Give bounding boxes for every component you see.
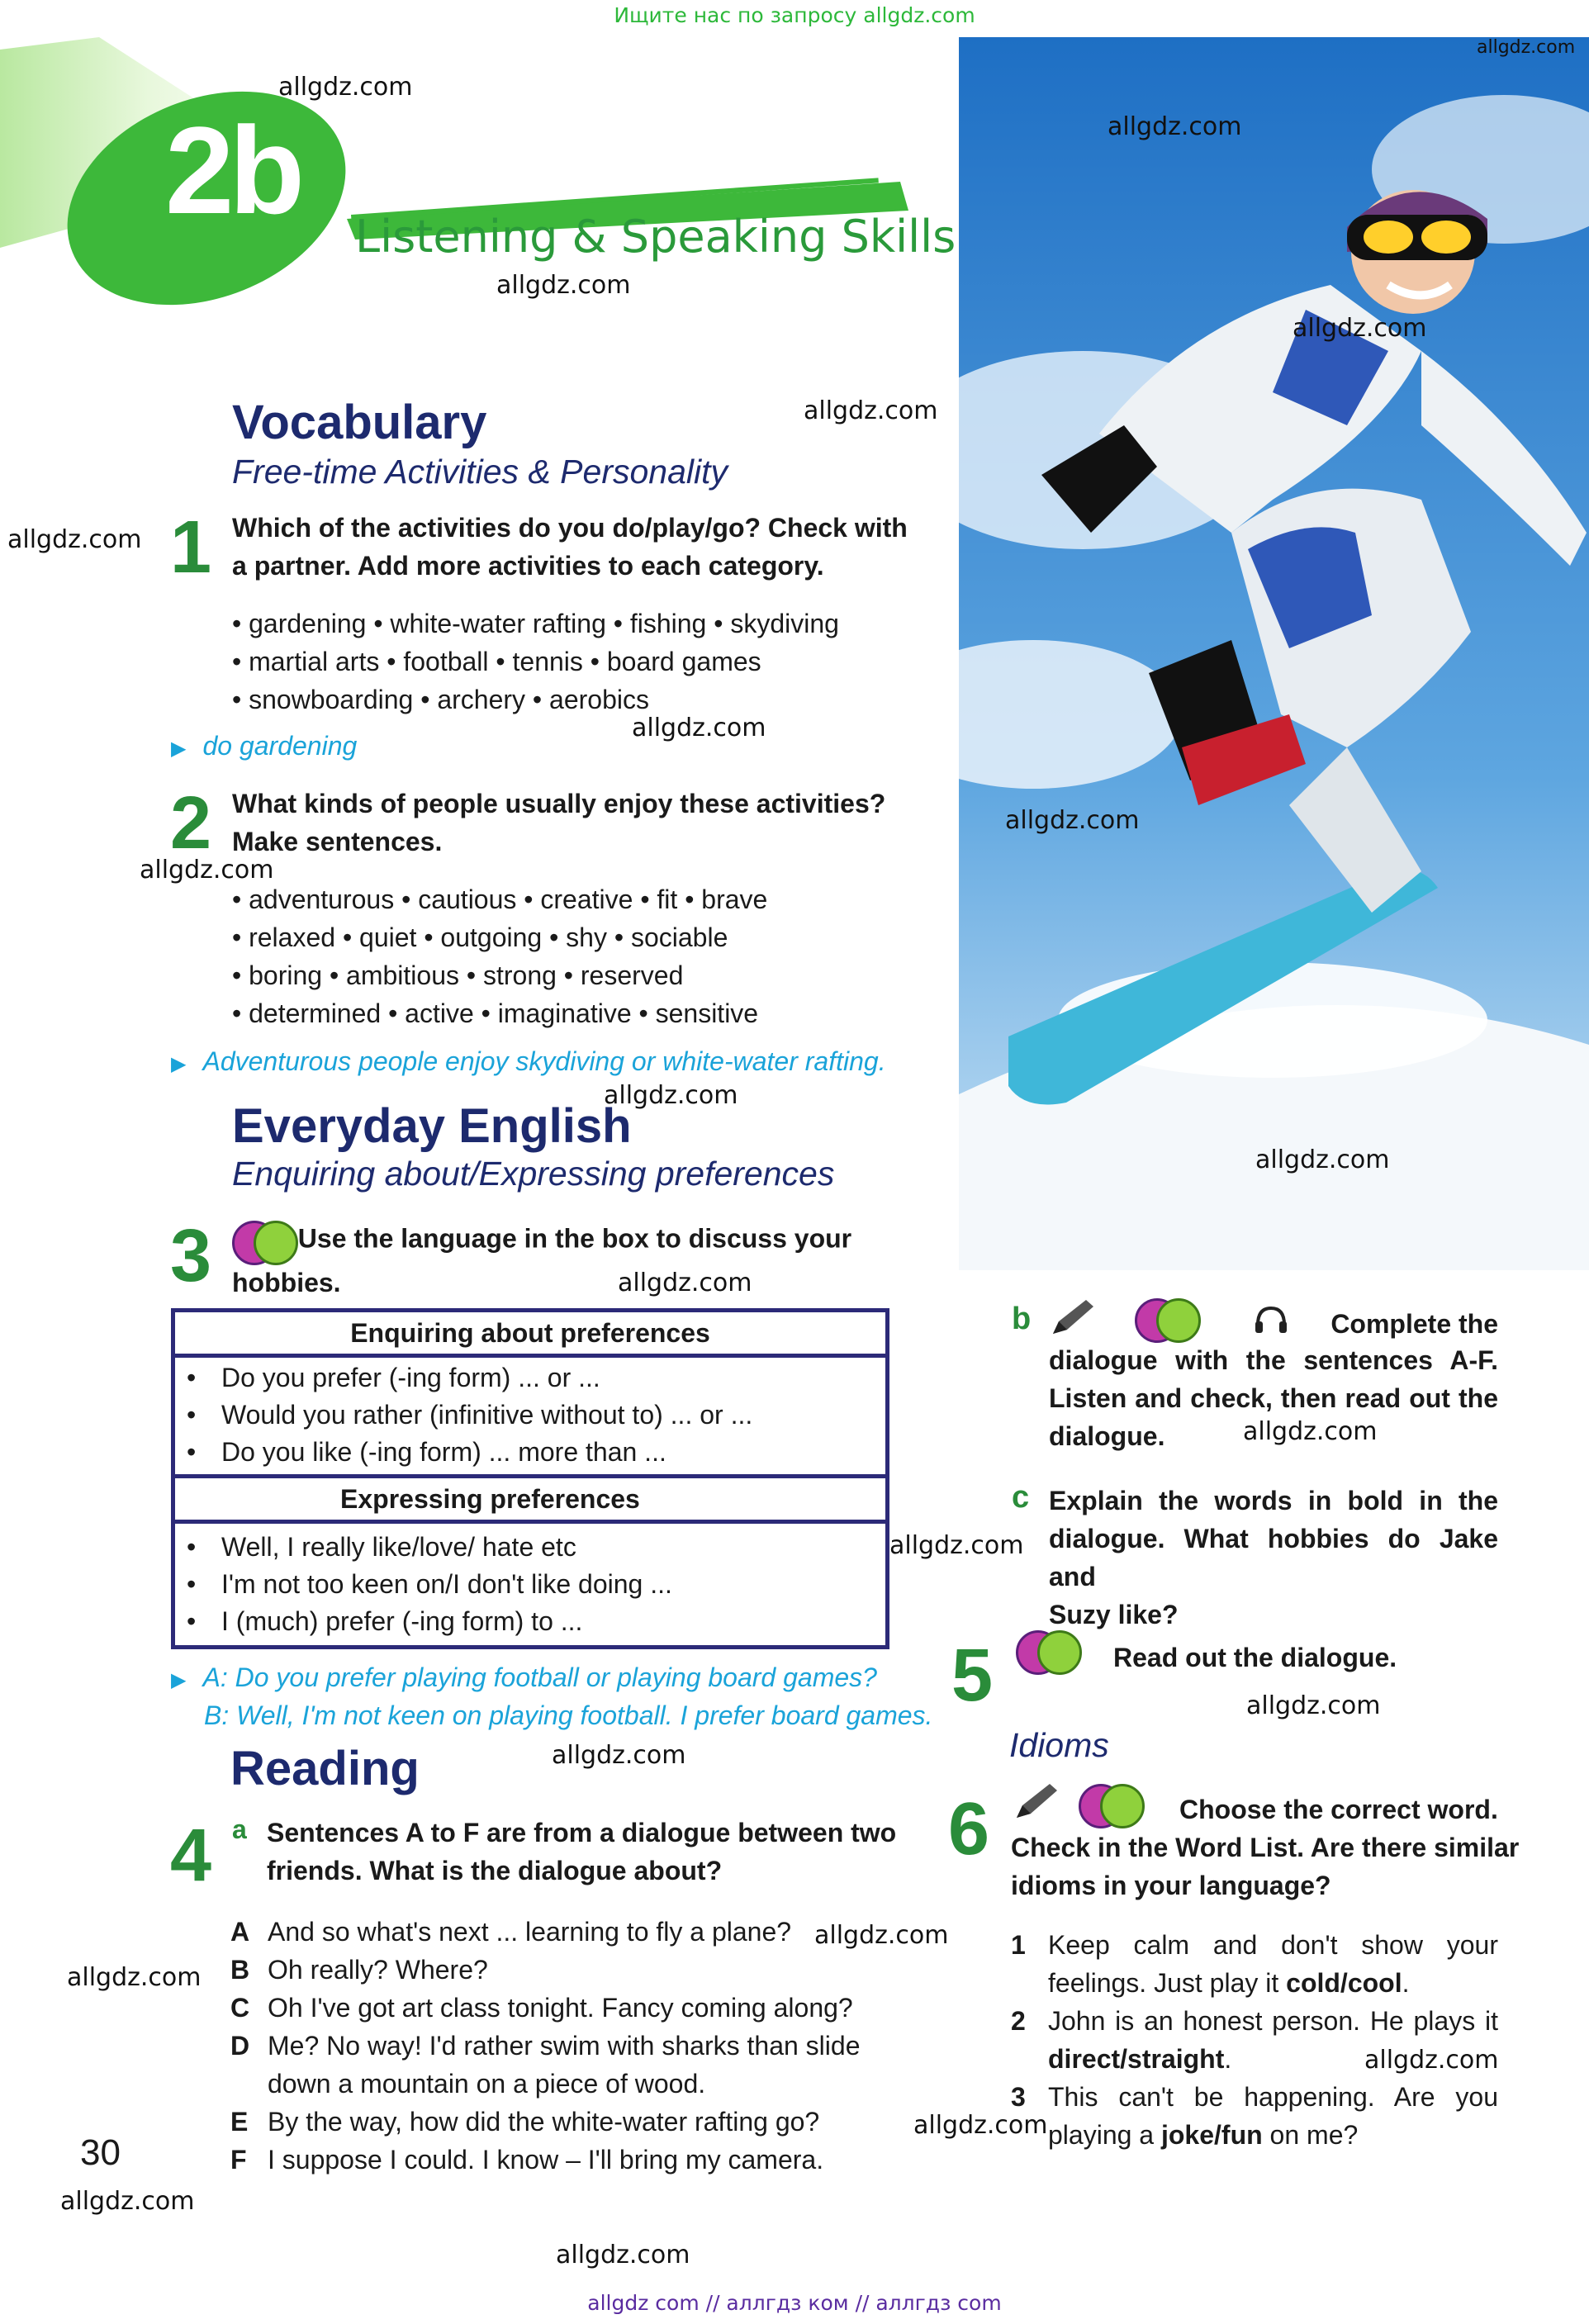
list-item: • Do you like (-ing form) ... more than ...	[187, 1437, 666, 1467]
task1-activities	[232, 605, 839, 719]
everyday-english-heading: Everyday English	[232, 1099, 632, 1153]
banner-swoosh-graphic	[0, 33, 925, 363]
watermark: allgdz.com	[913, 2111, 1048, 2140]
example-text: Adventurous people enjoy skydiving or white-water rafting.	[202, 1046, 886, 1076]
list-item-continuation: playing a joke/fun on me?	[1048, 2120, 1359, 2150]
instruction-line: Suzy like?	[1049, 1600, 1179, 1629]
sentence-row: C Oh I've got art class tonight. Fancy coming along?	[230, 1993, 853, 2023]
sentence-row: D Me? No way! I'd rather swim with sharks than slide	[230, 2031, 861, 2061]
writing-pencil-icon	[1013, 1781, 1062, 1826]
word-list-line: • determined • active • imaginative • sensitive	[232, 998, 759, 1028]
writing-pencil-icon	[1049, 1297, 1098, 1342]
instruction-line: dialogue with the sentences A-F.	[1049, 1345, 1498, 1375]
watermark: allgdz.com	[496, 271, 631, 300]
watermark: allgdz.com	[1243, 1417, 1378, 1446]
watermark: allgdz.com	[1005, 806, 1140, 835]
bottom-notice[interactable]: allgdz com // аллгдз ком // аллгдз com	[587, 2291, 1002, 2315]
instruction-line: a partner. Add more activities to each category.	[232, 551, 824, 581]
instruction-line: friends. What is the dialogue about?	[267, 1856, 723, 1885]
watermark: allgdz.com	[889, 1531, 1024, 1560]
task-number: 3	[170, 1215, 212, 1297]
watermark: allgdz.com	[1364, 2046, 1499, 2075]
watermark: allgdz.com	[1477, 37, 1576, 58]
task4b-instruction-line1: Complete the	[1330, 1309, 1498, 1339]
pair-work-icon	[232, 1217, 283, 1264]
enquiring-title: Enquiring about preferences	[175, 1312, 885, 1358]
unit-number: 2b	[165, 101, 301, 240]
headphones-icon	[1253, 1303, 1289, 1340]
watermark: allgdz.com	[1293, 314, 1427, 343]
instruction-line: Make sentences.	[232, 827, 443, 856]
task4b-instruction	[1049, 1341, 1498, 1455]
task4-instruction	[267, 1814, 896, 1890]
watermark: allgdz.com	[804, 396, 938, 425]
instruction-line: dialogue.	[1049, 1421, 1165, 1451]
sentence-row: B Oh really? Where?	[230, 1955, 488, 1985]
instruction-line: Explain the words in bold in the	[1049, 1486, 1498, 1515]
idioms-heading: Idioms	[1009, 1726, 1109, 1764]
sentence-row: A And so what's next ... learning to fly a plane?	[230, 1917, 792, 1947]
watermark: allgdz.com	[1255, 1145, 1390, 1174]
expressing-title: Expressing preferences	[175, 1474, 885, 1524]
snowboarder-photo	[959, 37, 1589, 1270]
instruction-line: Check in the Word List. Are there similar	[1011, 1833, 1520, 1862]
watermark: allgdz.com	[67, 1963, 202, 1992]
play-arrow-icon: ▶	[171, 738, 187, 760]
pair-work-icon	[1135, 1295, 1186, 1341]
instruction-line: Which of the activities do you do/play/go? Check with	[232, 513, 908, 543]
everyday-english-subheading: Enquiring about/Expressing preferences	[232, 1155, 835, 1193]
list-item: • Do you prefer (-ing form) ... or ...	[187, 1363, 600, 1392]
task1-example	[171, 727, 357, 768]
watermark: allgdz.com	[814, 1921, 949, 1950]
instruction-line: Sentences A to F are from a dialogue between two	[267, 1818, 897, 1847]
sentence-row: E By the way, how did the white-water rafting go?	[230, 2107, 820, 2137]
list-item: • Well, I really like/love/ hate etc	[187, 1532, 576, 1562]
example-text: do gardening	[202, 731, 358, 761]
word-list-line: • adventurous • cautious • creative • fit • brave	[232, 885, 768, 914]
pair-work-icon	[1016, 1627, 1067, 1673]
vocabulary-subheading: Free-time Activities & Personality	[232, 453, 728, 491]
play-arrow-icon: ▶	[171, 1053, 187, 1075]
top-notice[interactable]: Ищите нас по запросу allgdz.com	[614, 3, 975, 27]
watermark: allgdz.com	[7, 525, 142, 554]
task2-example	[171, 1042, 886, 1084]
watermark: allgdz.com	[1246, 1691, 1381, 1720]
word-list-line: • martial arts • football • tennis • board games	[232, 647, 761, 676]
list-item: • I (much) prefer (-ing form) to ...	[187, 1606, 583, 1636]
expressing-list	[175, 1524, 885, 1645]
pair-work-icon	[1079, 1781, 1130, 1827]
word-list-line: • snowboarding • archery • aerobics	[232, 685, 649, 714]
watermark: allgdz.com	[140, 856, 274, 885]
dialogue-sentences	[230, 1913, 860, 2179]
sentence-row: down a mountain on a piece of wood.	[268, 2069, 706, 2099]
task-number: 1	[170, 506, 212, 589]
page-number: 30	[80, 2132, 121, 2173]
reading-heading: Reading	[230, 1742, 420, 1795]
list-item-continuation: feelings. Just play it cold/cool.	[1048, 1968, 1410, 1998]
list-item: • I'm not too keen on/I don't like doing ...	[187, 1569, 672, 1599]
task4-part-c-label: c	[1012, 1480, 1030, 1515]
enquiring-list	[175, 1358, 885, 1474]
list-item: 3 This can't be happening. Are you	[1011, 2082, 1498, 2112]
watermark: allgdz.com	[552, 1741, 686, 1770]
task4-part-a-label: a	[232, 1814, 247, 1844]
vocabulary-heading: Vocabulary	[232, 396, 487, 449]
instruction-line: What kinds of people usually enjoy these activities?	[232, 789, 886, 818]
watermark: allgdz.com	[556, 2241, 690, 2269]
language-box	[171, 1308, 889, 1649]
task5-instruction: Read out the dialogue.	[1113, 1643, 1397, 1672]
task3-instruction	[232, 1217, 851, 1302]
task1-instruction	[232, 509, 908, 585]
watermark: allgdz.com	[60, 2187, 195, 2216]
word-list-line: • gardening • white-water rafting • fishing • skydiving	[232, 609, 839, 638]
watermark: allgdz.com	[278, 73, 413, 102]
task4-part-b-label: b	[1012, 1302, 1032, 1336]
task4c-instruction	[1049, 1482, 1498, 1634]
list-item: 1 Keep calm and don't show your	[1011, 1930, 1498, 1960]
task6-instruction	[1011, 1828, 1519, 1904]
watermark: allgdz.com	[604, 1081, 738, 1110]
watermark: allgdz.com	[1108, 112, 1242, 141]
task2-instruction	[232, 785, 885, 861]
watermark: allgdz.com	[632, 714, 766, 742]
task-number: 5	[951, 1634, 994, 1717]
sentence-row: F I suppose I could. I know – I'll bring my camera.	[230, 2145, 824, 2175]
watermark: allgdz.com	[618, 1269, 752, 1297]
play-arrow-icon: ▶	[171, 1669, 187, 1691]
unit-title: Listening & Speaking Skills	[355, 211, 956, 263]
task-number: 2	[170, 782, 212, 865]
word-list-line: • boring • ambitious • strong • reserved	[232, 960, 684, 990]
snowboarder-illustration	[959, 37, 1589, 1270]
word-list-line: • relaxed • quiet • outgoing • shy • sociable	[232, 922, 728, 952]
task3-example-a	[171, 1658, 877, 1700]
instruction-line: dialogue. What hobbies do Jake and	[1049, 1524, 1498, 1591]
task6-instruction-line1: Choose the correct word.	[1179, 1795, 1498, 1824]
example-text: A: Do you prefer playing football or playing board games?	[202, 1662, 877, 1692]
instruction-line: Listen and check, then read out the	[1049, 1383, 1498, 1413]
idioms-items	[1011, 1926, 1498, 2154]
instruction-line: hobbies.	[232, 1268, 341, 1297]
task2-adjectives	[232, 880, 767, 1032]
instruction-line: Use the language in the box to discuss your	[297, 1223, 852, 1254]
list-item: 2 John is an honest person. He plays it	[1011, 2006, 1498, 2036]
task-number: 6	[948, 1788, 990, 1871]
task3-example-b: B: Well, I'm not keen on playing football. I prefer board games.	[204, 1700, 933, 1730]
list-item-continuation: direct/straight.	[1048, 2044, 1232, 2074]
task-number: 4	[170, 1814, 212, 1897]
instruction-line: idioms in your language?	[1011, 1871, 1331, 1900]
list-item: • Would you rather (infinitive without to) ... or ...	[187, 1400, 753, 1430]
